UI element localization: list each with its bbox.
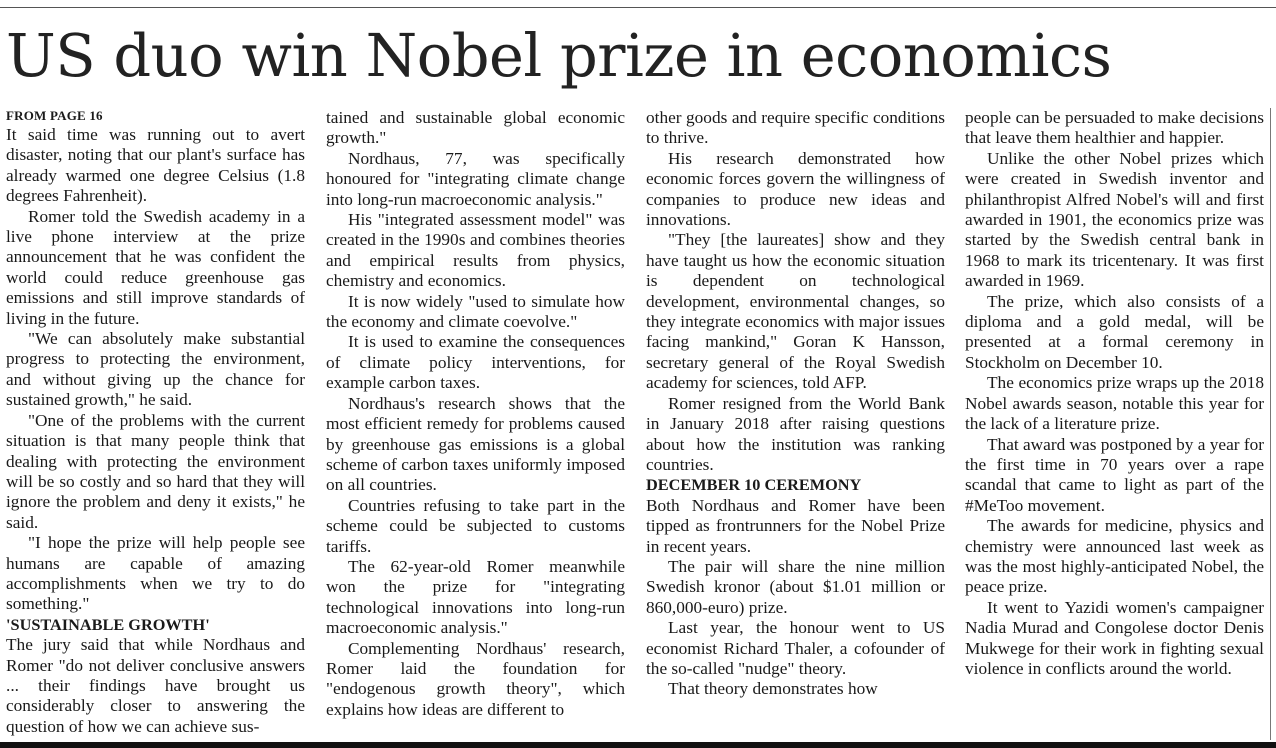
paragraph: It is now widely "used to simulate how the economy and climate coevolve." bbox=[326, 291, 625, 332]
paragraph: people can be persuaded to make decisions that leave them healthier and happier. bbox=[965, 108, 1264, 148]
paragraph: His research demonstrated how economic forces govern the willingness of companies to produce new ideas and innovations. bbox=[646, 148, 945, 230]
paragraph: Complementing Nordhaus' research, Romer laid the foundation for "endogenous growth theory", which explains how ideas are different to bbox=[326, 638, 625, 719]
paragraph: It said time was running out to avert disaster, noting that our plant's surface has already warmed one degree Celsius (1.8 degrees Fahrenheit). bbox=[6, 125, 305, 206]
subheading-december-10-ceremony: DECEMBER 10 CEREMONY bbox=[646, 475, 862, 495]
paragraph: "We can absolutely make substantial progress to protecting the environment, and without giving up the chance for sustained growth," he said. bbox=[6, 329, 305, 410]
paragraph: Romer resigned from the World Bank in January 2018 after raising questions about how the institution was ranking countries. bbox=[646, 393, 945, 474]
paragraph: Romer told the Swedish academy in a live phone interview at the prize announcement that he was confident the world could reduce greenhouse gas emissions and still improve standards of living in the future. bbox=[6, 206, 305, 328]
paragraph: "One of the problems with the current situation is that many people think that dealing with protecting the environment will be so costly and so hard that they will ignore the problem and deny it exists," he said. bbox=[6, 410, 305, 532]
article-column-1 bbox=[6, 108, 305, 744]
right-margin-rule bbox=[1270, 108, 1271, 740]
paragraph: Nordhaus, 77, was specifically honoured for "integrating climate change into long-run macroeconomic analysis." bbox=[326, 148, 625, 209]
article-column-4 bbox=[965, 108, 1264, 744]
paragraph: Both Nordhaus and Romer have been tipped as frontrunners for the Nobel Prize in recent years. bbox=[646, 495, 945, 556]
paragraph: It is used to examine the consequences of climate policy interventions, for example carbon taxes. bbox=[326, 332, 625, 393]
paragraph: That award was postponed by a year for the first time in 70 years over a rape scandal that came to light as part of the #MeToo movement. bbox=[965, 434, 1264, 515]
paragraph: It went to Yazidi women's campaigner Nadia Murad and Congolese doctor Denis Mukwege for their work in fighting sexual violence in conflicts around the world. bbox=[965, 597, 1264, 678]
paragraph: The prize, which also consists of a diploma and a gold medal, will be presented at a formal ceremony in Stockholm on December 10. bbox=[965, 291, 1264, 372]
paragraph: The awards for medicine, physics and chemistry were announced last week as was the most highly-anticipated Nobel, the peace prize. bbox=[965, 516, 1264, 597]
top-rule bbox=[0, 7, 1276, 8]
paragraph: The jury said that while Nordhaus and Romer "do not deliver conclusive answers ... their findings have brought us considerably closer to answering the question of how we can achieve sus- bbox=[6, 635, 305, 736]
article-column-2 bbox=[326, 108, 625, 744]
paragraph: "I hope the prize will help people see humans are capable of amazing accomplishments when we try to do something." bbox=[6, 533, 305, 614]
paragraph: Countries refusing to take part in the scheme could be subjected to customs tariffs. bbox=[326, 495, 625, 556]
continuation-kicker: FROM PAGE 16 bbox=[6, 108, 103, 123]
paragraph: The economics prize wraps up the 2018 Nobel awards season, notable this year for the lack of a literature prize. bbox=[965, 373, 1264, 434]
subheading-sustainable-growth: 'SUSTAINABLE GROWTH' bbox=[6, 614, 210, 634]
paragraph: Last year, the honour went to US economist Richard Thaler, a cofounder of the so-called "nudge" theory. bbox=[646, 618, 945, 678]
bottom-rule bbox=[0, 742, 1276, 748]
headline: US duo win Nobel prize in economics bbox=[6, 21, 1112, 90]
paragraph: "They [the laureates] show and they have taught us how the economic situation is dependent on technological development, environmental changes, so they integrate economics with major issues facing mankind," Goran K Hansson, secretary general of the Royal Swedish academy for sciences, told AFP. bbox=[646, 230, 945, 393]
paragraph: Unlike the other Nobel prizes which were created in Swedish inventor and philanthropist Alfred Nobel's will and first awarded in 1901, the economics prize was started by the Swedish central bank in 1968 to mark its tricentenary. It was first awarded in 1969. bbox=[965, 148, 1264, 291]
paragraph: The 62-year-old Romer meanwhile won the prize for "integrating technological innovations into long-run macroeconomic analysis." bbox=[326, 556, 625, 638]
article-column-3 bbox=[646, 108, 945, 744]
paragraph: The pair will share the nine million Swedish kronor (about $1.01 million or 860,000-euro) prize. bbox=[646, 556, 945, 617]
paragraph: tained and sustainable global economic growth." bbox=[326, 108, 625, 148]
paragraph: His "integrated assessment model" was created in the 1990s and combines theories and empirical results from physics, chemistry and economics. bbox=[326, 210, 625, 291]
paragraph: other goods and require specific conditions to thrive. bbox=[646, 108, 945, 148]
paragraph: Nordhaus's research shows that the most efficient remedy for problems caused by greenhouse gas emissions is a global scheme of carbon taxes uniformly imposed on all countries. bbox=[326, 393, 625, 495]
paragraph: That theory demonstrates how bbox=[668, 679, 878, 699]
